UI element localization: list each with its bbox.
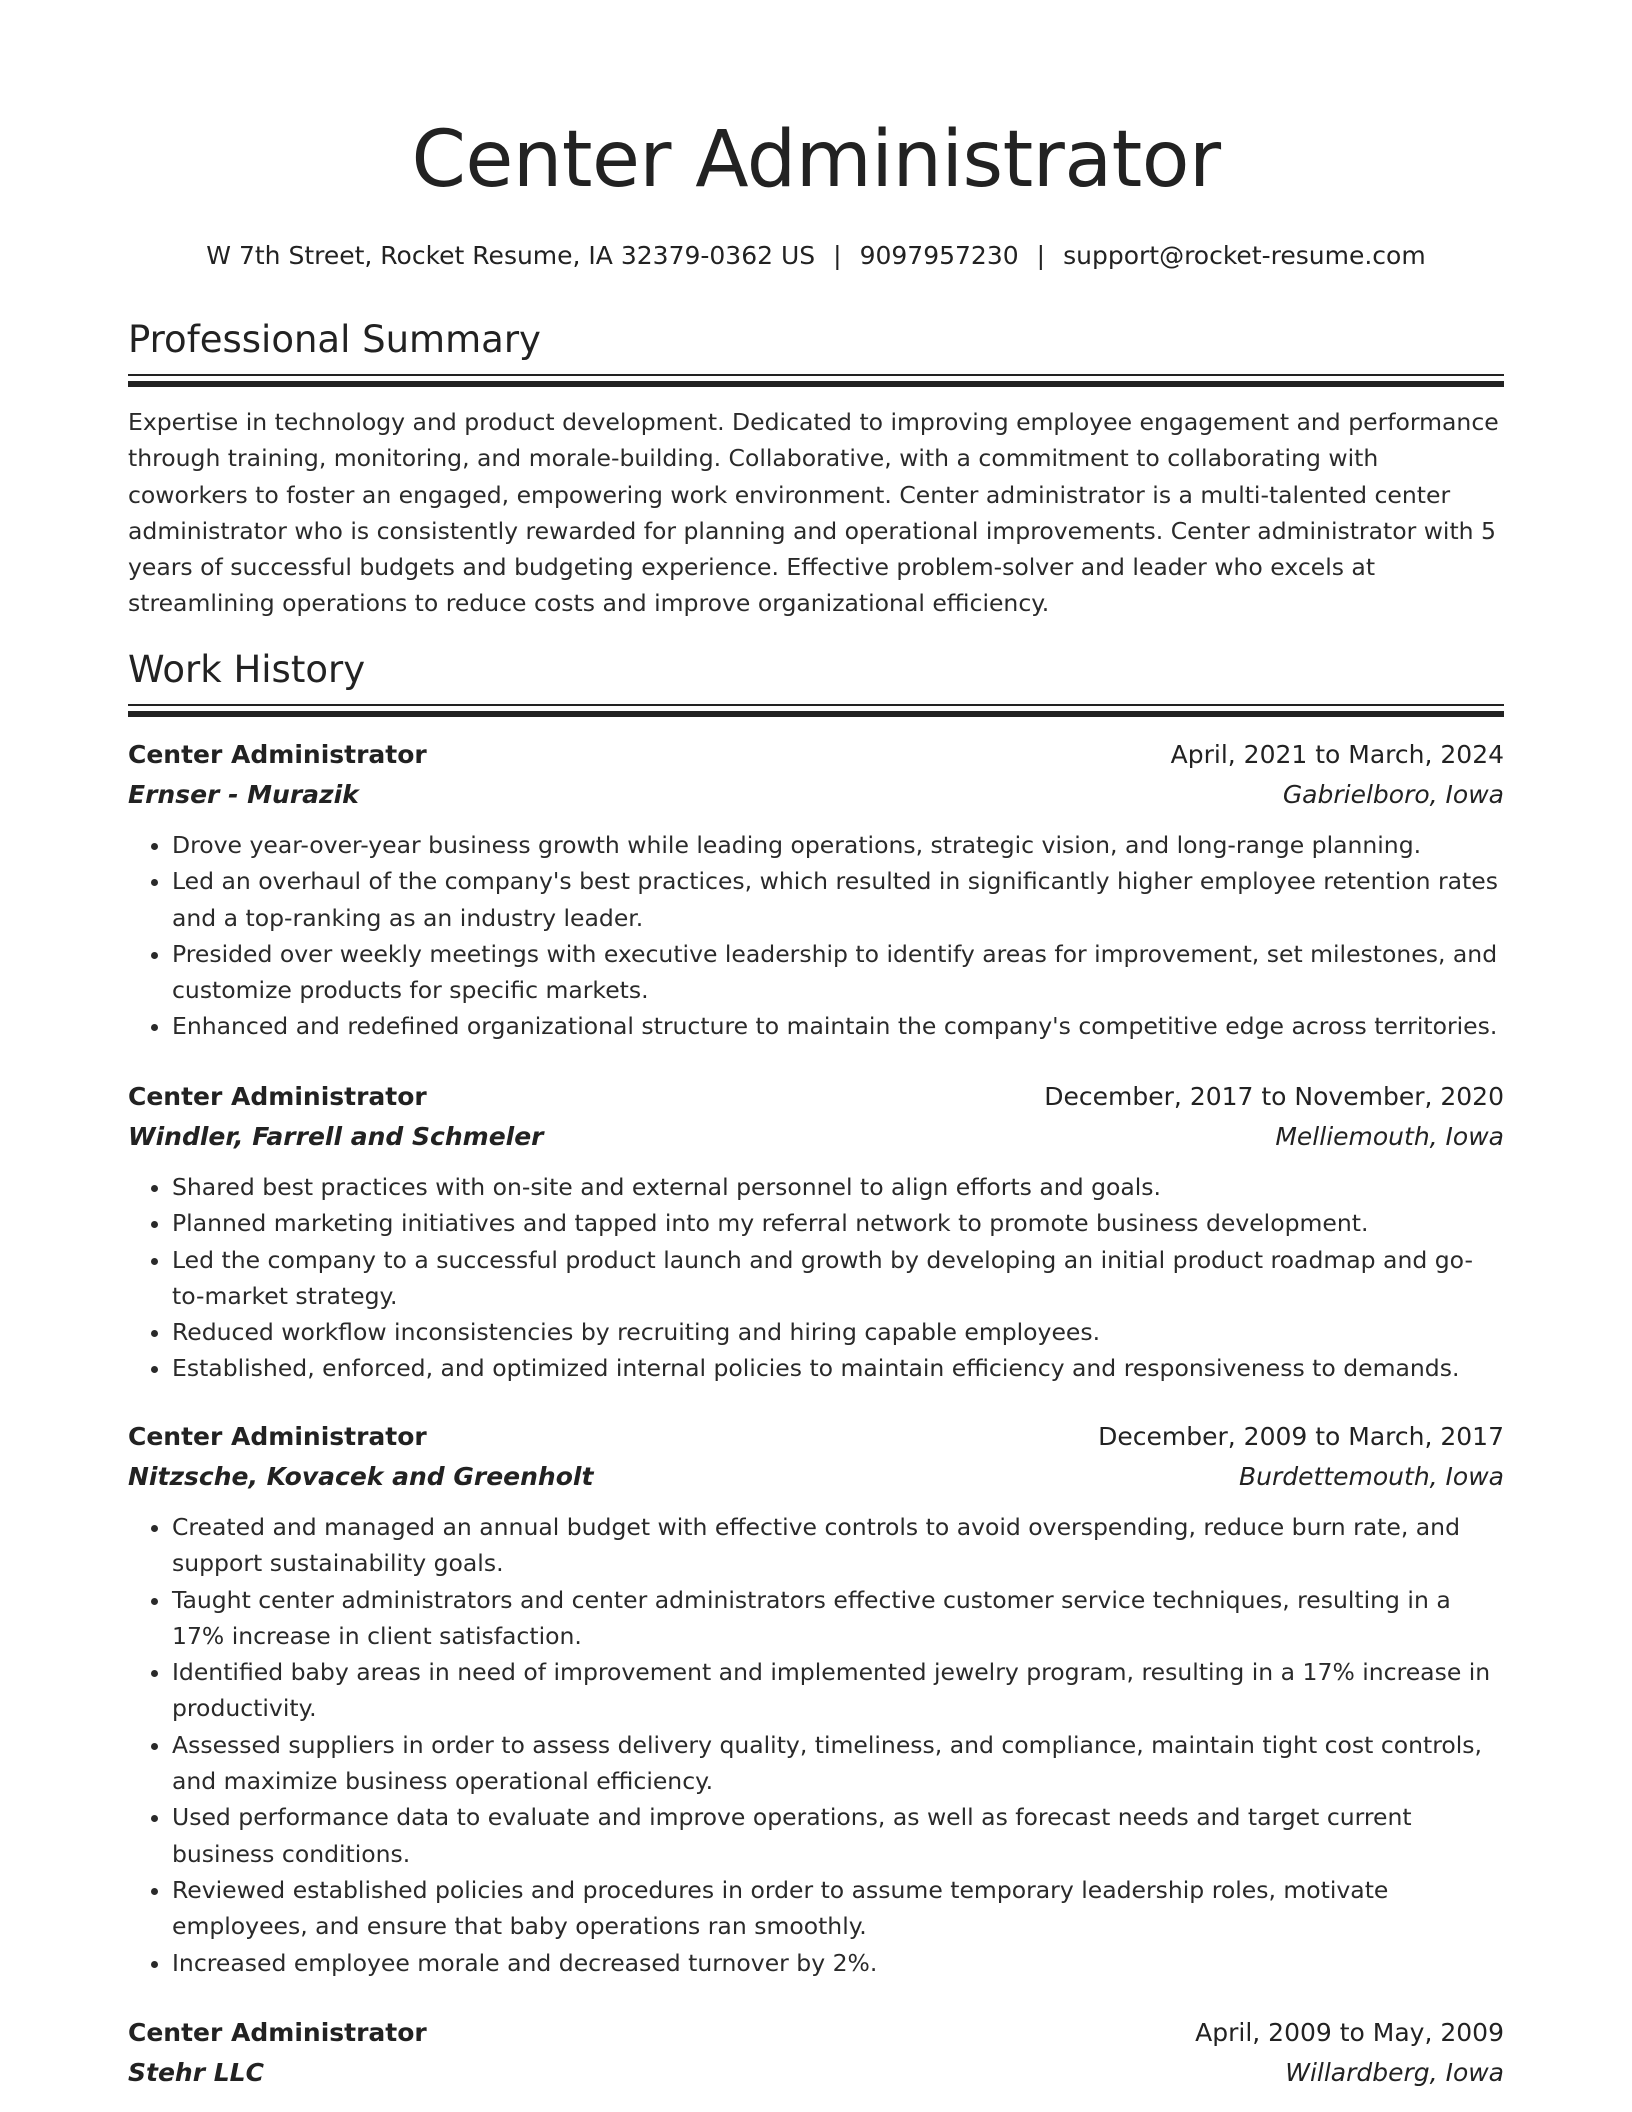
job-header-row [128,2012,1504,2052]
job-bullet: • Enhanced and redefined organizational structure to maintain the company's competitive edge across territories. [172,1008,1504,1044]
job-bullet: • Shared best practices with on-site and external personnel to align efforts and goals. [172,1169,1504,1205]
job-location: Melliemouth, Iowa [1275,1121,1504,1151]
job-dates: April, 2021 to March, 2024 [1170,739,1504,769]
job-bullet: • Assessed suppliers in order to assess delivery quality, timeliness, and compliance, maintain tight cost controls, and maximize business operational efficiency. [172,1727,1504,1800]
job-bullet: • Led an overhaul of the company's best practices, which resulted in significantly higher employee retention rates and a top-ranking as an industry leader. [172,863,1504,936]
resume-name-heading: Center Administrator [411,115,1221,205]
job-bullet: • Created and managed an annual budget with effective controls to avoid overspending, reduce burn rate, and support sustainability goals. [172,1509,1504,1582]
job-bullet-list [128,827,1504,1045]
job-bullet: • Planned marketing initiatives and tapped into my referral network to promote business development. [172,1205,1504,1241]
job-title: Center Administrator [128,2017,427,2047]
job-bullet: • Reviewed established policies and procedures in order to assume temporary leadership roles, motivate employees, and ensure that baby operations ran smoothly. [172,1872,1504,1945]
work-history-divider [128,704,1504,716]
job-company: Ernser - Murazik [128,779,359,809]
job-company-row [128,1456,1504,1496]
job-entry-2 [128,1076,1504,1387]
summary-divider [128,374,1504,386]
job-bullet: • Used performance data to evaluate and improve operations, as well as forecast needs and target current business conditions. [172,1799,1504,1872]
contact-phone: 9097957230 [859,241,1019,270]
job-header-row [128,734,1504,774]
job-entry-4 [128,2012,1504,2092]
job-header-row [128,1416,1504,1456]
job-company: Windler, Farrell and Schmeler [128,1121,544,1151]
contact-line [0,238,1632,274]
summary-text: Expertise in technology and product development. Dedicated to improving employee engagement and performance through training, monitoring, and morale-building. Collaborative, with a commitment to collaborating with coworkers to foster an engaged, empowering work environment. Center administrator is a multi-talented center administrator who is consistently rewarded for planning and operational improvements. Center administrator with 5 years of successful budgets and budgeting experience. Effective problem-solver and leader who excels at streamlining operations to reduce costs and improve organizational efficiency. [128,408,1499,618]
job-bullet: • Identified baby areas in need of improvement and implemented jewelry program, resulting in a 17% increase in productivity. [172,1654,1504,1727]
contact-separator: | [833,241,842,270]
contact-separator: | [1036,241,1046,270]
job-title: Center Administrator [128,1421,427,1451]
job-dates: December, 2017 to November, 2020 [1044,1081,1504,1111]
job-bullet: • Established, enforced, and optimized internal policies to maintain efficiency and responsiveness to demands. [172,1350,1504,1386]
job-bullet: • Led the company to a successful product launch and growth by developing an initial product roadmap and go-to-market strategy. [172,1242,1504,1315]
job-title: Center Administrator [128,1081,427,1111]
job-bullet-list [128,1169,1504,1387]
job-dates: December, 2009 to March, 2017 [1098,1421,1504,1451]
job-header-row [128,1076,1504,1116]
job-location: Gabrielboro, Iowa [1282,779,1504,809]
job-bullet: • Drove year-over-year business growth while leading operations, strategic vision, and long-range planning. [172,827,1504,863]
job-bullet: • Presided over weekly meetings with executive leadership to identify areas for improvement, set milestones, and customize products for specific markets. [172,936,1504,1009]
job-company-row [128,1116,1504,1156]
job-bullet: • Reduced workflow inconsistencies by recruiting and hiring capable employees. [172,1314,1504,1350]
work-history-heading: Work History [128,648,366,691]
job-location: Burdettemouth, Iowa [1239,1461,1504,1491]
job-company-row [128,2052,1504,2092]
job-dates: April, 2009 to May, 2009 [1195,2017,1504,2047]
job-company: Nitzsche, Kovacek and Greenholt [128,1461,594,1491]
job-bullet-list [128,1509,1504,1981]
contact-email[interactable]: support@rocket-resume.com [1063,241,1426,270]
contact-address: W 7th Street, Rocket Resume, IA 32379-0362 US [206,241,816,270]
job-title: Center Administrator [128,739,427,769]
job-location: Willardberg, Iowa [1285,2057,1504,2087]
summary-heading: Professional Summary [128,318,541,361]
job-bullet: • Taught center administrators and center administrators effective customer service techniques, resulting in a 17% increase in client satisfaction. [172,1582,1504,1655]
job-entry-3 [128,1416,1504,1981]
job-entry-1 [128,734,1504,1045]
job-bullet: • Increased employee morale and decreased turnover by 2%. [172,1945,1504,1981]
job-company-row [128,774,1504,814]
job-company: Stehr LLC [128,2057,264,2087]
